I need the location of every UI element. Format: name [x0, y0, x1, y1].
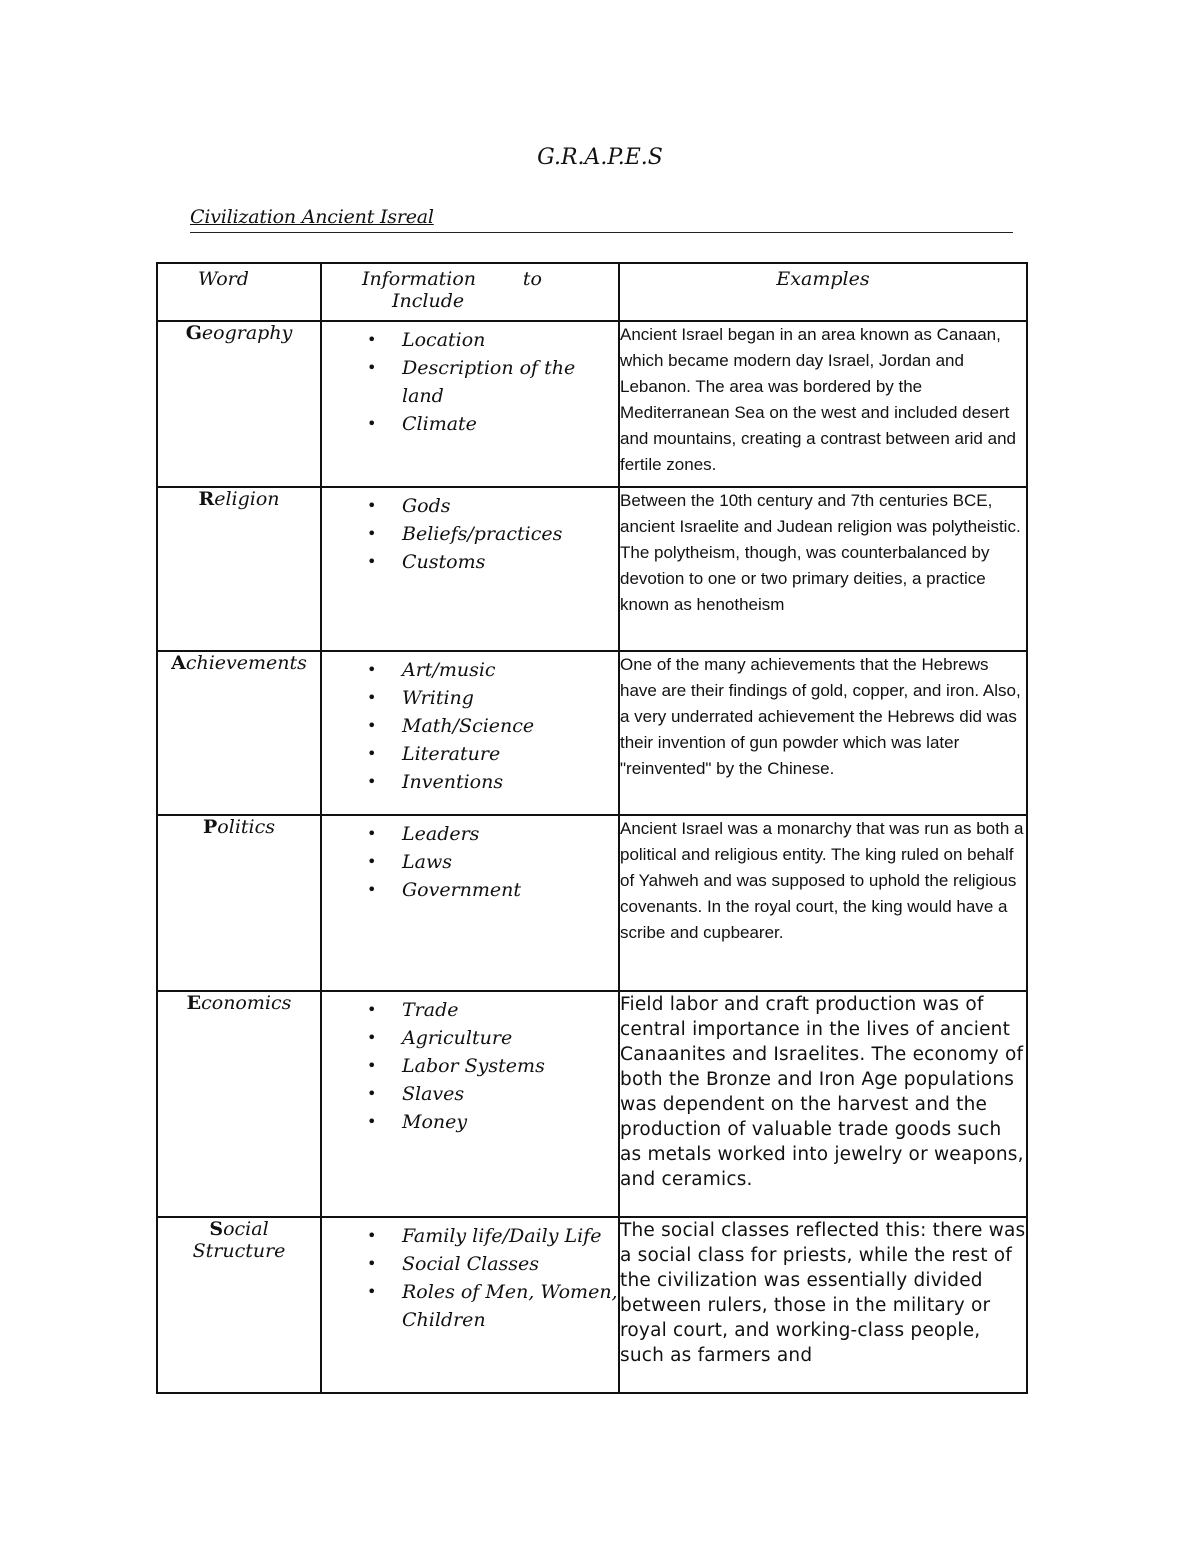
- list-item: • Government: [322, 876, 618, 904]
- info-cell: [321, 815, 619, 991]
- word-cell: Politics: [157, 815, 321, 991]
- header-information: [321, 263, 619, 321]
- header-info-part3: Include: [392, 290, 465, 312]
- example-cell: Field labor and craft production was of central importance in the lives of ancient Canaanites and Israelites. The economy of both the Bronze and Iron Age populations was dependent on the harvest and the production of valuable trade goods such as metals worked into jewelry or weapons, and ceramics.: [619, 991, 1027, 1217]
- list-item: • Inventions: [322, 768, 618, 796]
- info-cell: [321, 991, 619, 1217]
- word-cell: Geography: [157, 321, 321, 487]
- list-item: • Climate: [322, 410, 618, 438]
- list-item: • Trade: [322, 996, 618, 1024]
- list-item: • Money: [322, 1108, 618, 1136]
- info-cell: [321, 487, 619, 651]
- list-item: • Agriculture: [322, 1024, 618, 1052]
- list-item: • Leaders: [322, 820, 618, 848]
- list-item: • Literature: [322, 740, 618, 768]
- list-item: • Gods: [322, 492, 618, 520]
- example-cell: One of the many achievements that the Hebrews have are their findings of gold, copper, and iron. Also, a very underrated achievement the Hebrews did was their invention of gun powder which was later "reinvented" by the Chinese.: [619, 651, 1027, 815]
- list-item: • Customs: [322, 548, 618, 576]
- word-cell: Achievements: [157, 651, 321, 815]
- table-row: [157, 321, 1027, 487]
- list-item: • Social Classes: [322, 1250, 618, 1278]
- table-row: [157, 487, 1027, 651]
- page-title: G.R.A.P.E.S: [537, 145, 663, 170]
- table-row: [157, 991, 1027, 1217]
- civilization-line: [190, 206, 1013, 233]
- list-item: • Family life/Daily Life: [322, 1222, 618, 1250]
- list-item: • Laws: [322, 848, 618, 876]
- list-item: • Math/Science: [322, 712, 618, 740]
- list-item: • Roles of Men, Women, Children: [322, 1278, 618, 1334]
- table-row: [157, 815, 1027, 991]
- info-cell: [321, 651, 619, 815]
- example-cell: Ancient Israel was a monarchy that was run as both a political and religious entity. The king ruled on behalf of Yahweh and was supposed to uphold the religious covenants. In the royal court, the king would have a scribe and cupbearer.: [619, 815, 1027, 991]
- word-cell: Religion: [157, 487, 321, 651]
- word-cell: Social Structure: [157, 1217, 321, 1393]
- header-word: Word: [157, 263, 321, 321]
- word-cell: Economics: [157, 991, 321, 1217]
- info-cell: [321, 321, 619, 487]
- header-info-part1: Information: [362, 268, 477, 290]
- header-info-part2: to: [522, 268, 542, 290]
- list-item: • Location: [322, 326, 618, 354]
- example-cell: The social classes reflected this: there was a social class for priests, while the rest of the civilization was essentially divided between rulers, those in the military or royal court, and working-class people, such as farmers and: [619, 1217, 1027, 1393]
- list-item: • Description of the land: [322, 354, 618, 410]
- example-cell: Between the 10th century and 7th centuries BCE, ancient Israelite and Judean religion was polytheistic. The polytheism, though, was counterbalanced by devotion to one or two primary deities, a practice known as henotheism: [619, 487, 1027, 651]
- list-item: • Labor Systems: [322, 1052, 618, 1080]
- list-item: • Writing: [322, 684, 618, 712]
- info-cell: [321, 1217, 619, 1393]
- list-item: • Beliefs/practices: [322, 520, 618, 548]
- grapes-table: [156, 262, 1028, 1394]
- civilization-label: Civilization Ancient Isreal: [190, 206, 434, 228]
- example-cell: Ancient Israel began in an area known as Canaan, which became modern day Israel, Jordan and Lebanon. The area was bordered by the Mediterranean Sea on the west and included desert and mountains, creating a contrast between arid and fertile zones.: [619, 321, 1027, 487]
- list-item: • Slaves: [322, 1080, 618, 1108]
- header-examples: Examples: [619, 263, 1027, 321]
- table-row: [157, 651, 1027, 815]
- table-row: [157, 1217, 1027, 1393]
- header-row: [157, 263, 1027, 321]
- list-item: • Art/music: [322, 656, 618, 684]
